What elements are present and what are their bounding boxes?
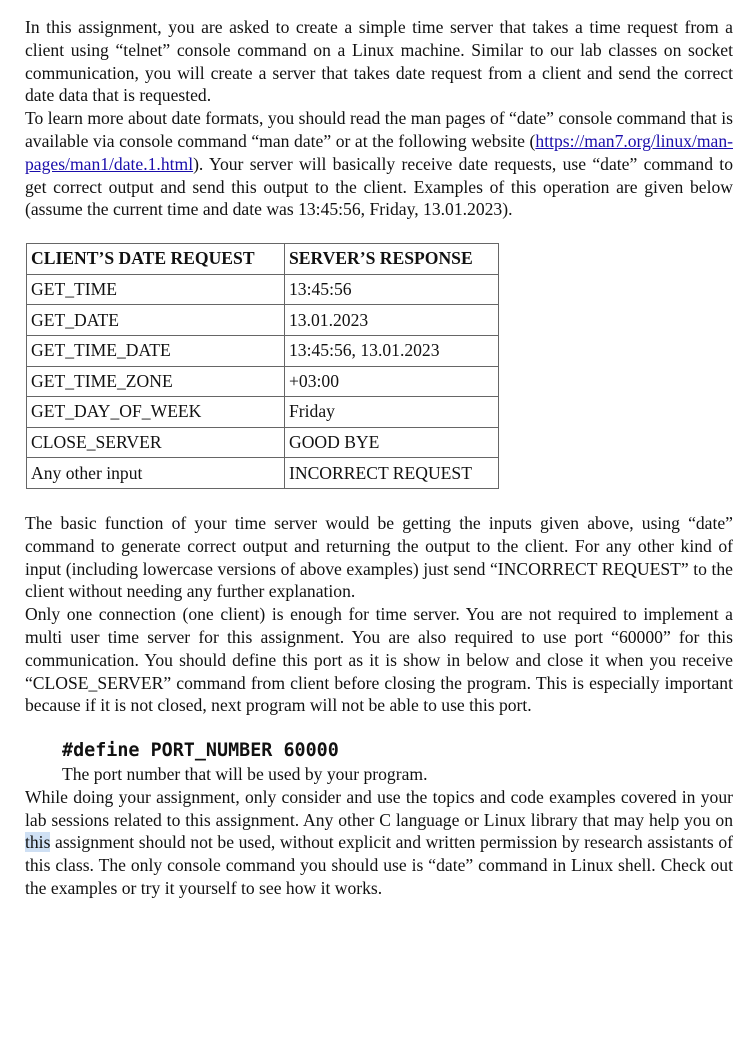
date-request-table: [26, 243, 499, 489]
port-define-caption: The port number that will be used by your program.: [62, 764, 428, 785]
response-cell: Friday: [285, 397, 499, 428]
man-page-link[interactable]: https://man7.org/linux/man-pages/man1/date.1.html: [25, 130, 733, 174]
response-cell: 13.01.2023: [285, 305, 499, 336]
date-formats-text-start: To learn more about date formats, you should read the man pages of “date” console command that is available via console command “man date” or at the following website (: [25, 108, 733, 151]
table-row: [27, 427, 499, 458]
port-define-block: [62, 739, 733, 786]
table-row: [27, 335, 499, 366]
response-cell: GOOD BYE: [285, 427, 499, 458]
header-client-request: CLIENT’S DATE REQUEST: [27, 244, 285, 275]
response-cell: 13:45:56: [285, 274, 499, 305]
restrictions-text-start: While doing your assignment, only consider and use the topics and code examples covered in your lab sessions related to this assignment. Any other C language or Linux library that may help you on: [25, 786, 733, 830]
date-formats-paragraph: [25, 107, 733, 221]
connection-paragraph: Only one connection (one client) is enough for time server. You are not required to implement a multi user time server for this assignment. You are also required to use port “60000” for this communication. You should define this port as it is show in below and close it when you receive “CLOSE_SERVER” command from client before closing the program. This is especially important because if it is not closed, next program will not be able to use this port.: [25, 604, 733, 716]
port-define-code: #define PORT_NUMBER 60000: [62, 740, 339, 762]
table-header-row: [27, 244, 499, 275]
intro-paragraph: In this assignment, you are asked to create a simple time server that takes a time request from a client using “telnet” console command on a Linux machine. Similar to our lab classes on socket communication, you will create a server that takes date request from a client and send the correct date data that is requested.: [25, 17, 733, 106]
date-formats-text-end: ). Your server will basically receive date requests, use “date” command to get correct output and send this output to the client. Examples of this operation are given below (assume the current time and date was 13:45:56, Friday, 13.01.2023).: [25, 153, 733, 220]
table-row: [27, 274, 499, 305]
request-cell: GET_TIME_DATE: [27, 335, 285, 366]
response-cell: +03:00: [285, 366, 499, 397]
request-cell: Any other input: [27, 458, 285, 489]
request-cell: GET_TIME_ZONE: [27, 366, 285, 397]
table-row: [27, 397, 499, 428]
table-row: [27, 458, 499, 489]
restrictions-paragraph: [25, 786, 733, 900]
table-row: [27, 366, 499, 397]
request-cell: GET_DATE: [27, 305, 285, 336]
selected-word-highlight: this: [25, 832, 51, 853]
request-cell: CLOSE_SERVER: [27, 427, 285, 458]
table-row: [27, 305, 499, 336]
header-server-response: SERVER’S RESPONSE: [285, 244, 499, 275]
request-cell: GET_DAY_OF_WEEK: [27, 397, 285, 428]
response-cell: 13:45:56, 13.01.2023: [285, 335, 499, 366]
response-cell: INCORRECT REQUEST: [285, 458, 499, 489]
request-cell: GET_TIME: [27, 274, 285, 305]
restrictions-text-end: assignment should not be used, without explicit and written permission by research assistants of this class. The only console command you should use is “date” command in Linux shell. Check out the examples or try it yourself to see how it works.: [25, 832, 733, 899]
document-page: [25, 16, 733, 900]
basic-function-paragraph: The basic function of your time server would be getting the inputs given above, using “date” command to generate correct output and returning the output to the client. For any other kind of input (including lowercase versions of above examples) just send “INCORRECT REQUEST” to the client without needing any further explanation.: [25, 512, 733, 602]
